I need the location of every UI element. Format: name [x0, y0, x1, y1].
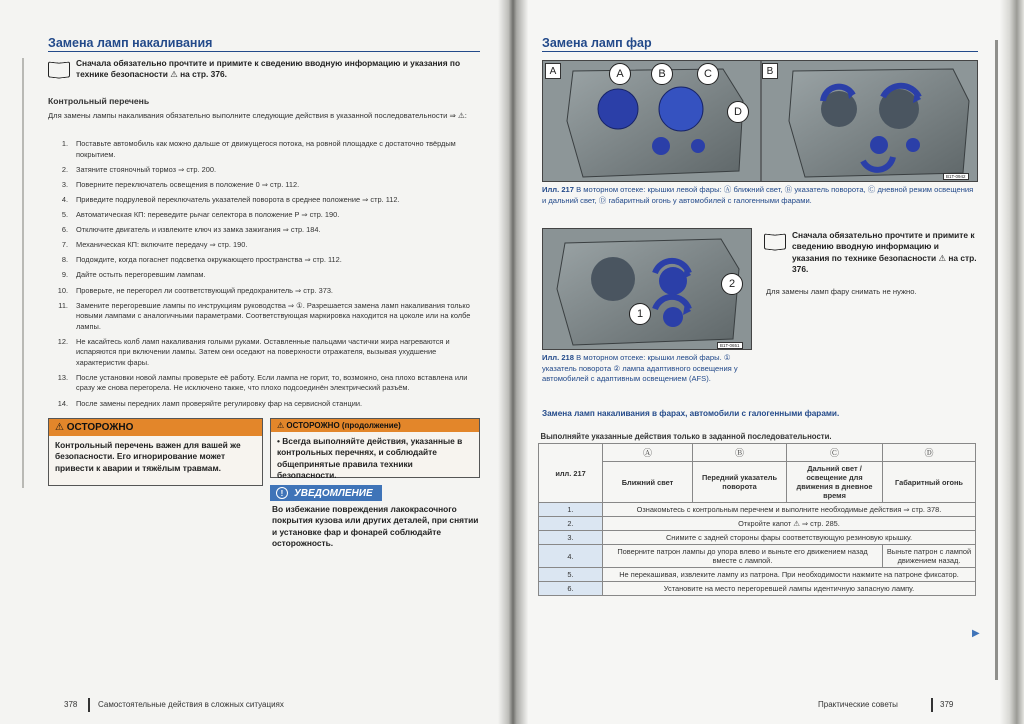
- step-text: Затяните стояночный тормоз ⇒ стр. 200.: [76, 164, 217, 174]
- right-page-title: Замена ламп фар: [542, 36, 652, 50]
- callout-b: B: [651, 63, 673, 85]
- right-footer-text: Практические советы: [818, 700, 898, 709]
- step-text: Поверните переключатель освещения в положение 0 ⇒ стр. 112.: [76, 179, 300, 189]
- checklist-step: [48, 399, 480, 410]
- table-header-parking-light: Габаритный огонь: [883, 462, 976, 503]
- step-number: 5.: [61, 209, 68, 219]
- row-text: Поверните патрон лампы до упора влево и выньте его движением назад вместе с лампой.: [603, 545, 883, 568]
- checklist-step: [48, 270, 480, 281]
- panel-a-label: A: [545, 63, 561, 79]
- step-text: Приведите подрулевой переключатель указателей поворота в среднее положение ⇒ стр. 112.: [76, 194, 400, 204]
- callout-c: C: [697, 63, 719, 85]
- book-edge: [1000, 0, 1024, 724]
- checklist-step: [48, 337, 480, 369]
- table-row: [539, 582, 976, 596]
- table-letter-b: Ⓑ: [693, 444, 787, 462]
- checklist-step: [48, 210, 480, 221]
- continue-arrow-icon: ▶: [972, 628, 980, 639]
- checklist-step: [48, 195, 480, 206]
- table-row: [539, 531, 976, 545]
- step-text: Автоматическая КП: переведите рычаг селектора в положение P ⇒ стр. 190.: [76, 209, 340, 219]
- figure-218-label: Илл. 218: [542, 353, 574, 362]
- table-header-high-beam: Дальний свет / освещение для движения в дневное время: [787, 462, 883, 503]
- step-text: Проверьте, не перегорел ли соответствующий предохранитель ⇒ стр. 373.: [76, 285, 333, 295]
- caution-head: ⚠ ОСТОРОЖНО: [49, 419, 262, 436]
- figure-217: [542, 60, 978, 182]
- checklist-step: [48, 286, 480, 297]
- row-num: 1.: [539, 503, 603, 517]
- figure-217-code: B1T-0942: [943, 173, 969, 180]
- left-footer-text: Самостоятельные действия в сложных ситуациях: [98, 700, 284, 709]
- step-number: 6.: [61, 225, 68, 235]
- checklist-step: [48, 255, 480, 266]
- step-number: 3.: [61, 179, 68, 189]
- caution-continued-box: [270, 418, 480, 481]
- callout-a: A: [609, 63, 631, 85]
- caution-body: Контрольный перечень важен для вашей же безопасности. Его игнорирование может привести к аварии и тяжёлым травмам.: [55, 440, 241, 473]
- checklist-steps: [48, 139, 480, 414]
- caution-continued-head: ⚠ ОСТОРОЖНО (продолжение): [271, 419, 479, 432]
- table-title: Замена ламп накаливания в фарах, автомобили с галогенными фарами.: [542, 409, 840, 418]
- right-intro-text: Сначала обязательно прочтите и примите к сведению вводную информацию и указания по технике безопасности ⚠ на стр. 376.: [792, 230, 977, 275]
- panel-b-label: B: [762, 63, 778, 79]
- notice-head: [270, 485, 382, 501]
- book-gutter: [498, 0, 528, 724]
- right-page-number: 379: [940, 700, 954, 709]
- step-number: 13.: [57, 372, 68, 382]
- checklist-step: [48, 301, 480, 333]
- notice-body: Во избежание повреждения лакокрасочного покрытия кузова или других деталей, при снятии и установке фар и фонарей соблюдайте осторожность.: [272, 504, 479, 549]
- row-num: 5.: [539, 568, 603, 582]
- step-number: 2.: [61, 164, 68, 174]
- table-row: [539, 545, 976, 568]
- row-text-extra: Выньте патрон с лампой движением назад.: [883, 545, 976, 568]
- edge-mark: [995, 40, 998, 680]
- table-letter-d: Ⓓ: [883, 444, 976, 462]
- table-header-low-beam: Ближний свет: [603, 462, 693, 503]
- step-text: Подождите, когда погаснет подсветка окружающего пространства ⇒ стр. 112.: [76, 255, 342, 265]
- caution-continued-body: • Всегда выполняйте действия, указанные в контрольных перечнях, и соблюдайте общепринятые правила техники безопасности.: [277, 436, 463, 481]
- checklist-step: [48, 139, 480, 160]
- figure-217-caption: [542, 185, 978, 206]
- footer-divider: [931, 698, 933, 712]
- step-number: 10.: [57, 285, 68, 295]
- exclamation-icon: !: [276, 487, 288, 499]
- table-header-turn-signal: Передний указатель поворота: [693, 462, 787, 503]
- figure-217-caption-text: В моторном отсеке: крышки левой фары: Ⓐ ближний свет, Ⓑ указатель поворота, Ⓒ дневной режим освещения и дальний свет, Ⓓ габаритный огонь у автомобилей с галогенными фарами.: [542, 185, 974, 205]
- left-intro-text: Сначала обязательно прочтите и примите к сведению вводную информацию и указания по технике безопасности ⚠ на стр. 376.: [76, 58, 461, 80]
- figure-218-caption: [542, 353, 752, 385]
- row-text: Не перекашивая, извлеките лампу из патрона. При необходимости нажмите на патроне фиксатор.: [603, 568, 976, 582]
- checklist-step: [48, 165, 480, 176]
- callout-1: 1: [629, 303, 651, 325]
- table-fig-label: илл. 217: [539, 444, 603, 503]
- book-icon: [764, 232, 786, 250]
- right-title-rule: [542, 51, 978, 52]
- book-icon: [48, 60, 70, 78]
- row-num: 2.: [539, 517, 603, 531]
- step-number: 14.: [57, 398, 68, 408]
- table-letter-c: Ⓒ: [787, 444, 883, 462]
- step-text: Поставьте автомобиль как можно дальше от движущегося потока, на ровной площадке с достаточно твёрдым покрытием.: [76, 139, 456, 159]
- callout-d: D: [727, 101, 749, 123]
- step-text: Замените перегоревшие лампы по инструкциям руководства ⇒ ①. Разрешается замена ламп накаливания только новыми лампами с аналогичными параметрами. Соответствующая маркировка находится на цоколе или на колбе лампы.: [76, 300, 471, 331]
- right-note: Для замены ламп фару снимать не нужно.: [766, 287, 917, 296]
- checklist-step: [48, 225, 480, 236]
- margin-mark: [22, 58, 24, 488]
- footer-divider: [88, 698, 90, 712]
- step-number: 4.: [61, 194, 68, 204]
- step-text: После установки новой лампы проверьте её работу. Если лампа не горит, то, возможно, она плохо вставлена или сразу же снова перегорела. Не исключено также, что плохо подсоединён электрический разъём.: [76, 372, 468, 393]
- step-text: Не касайтесь колб ламп накаливания голыми руками. Оставленные пальцами частички жира нагреваются и испаряются при включении лампы. Затем они оседают на поверхности отражателя, вызывая ухудшение характеристик фары.: [76, 336, 450, 367]
- table-row: [539, 568, 976, 582]
- table-row: [539, 503, 976, 517]
- lamp-replacement-table: [538, 430, 976, 596]
- checklist-heading: Контрольный перечень: [48, 96, 150, 106]
- step-number: 12.: [57, 336, 68, 346]
- step-number: 7.: [61, 240, 68, 250]
- step-number: 1.: [61, 139, 68, 148]
- figure-218-code: B1T-0651: [717, 342, 743, 349]
- step-text: Механическая КП: включите передачу ⇒ стр. 190.: [76, 240, 248, 250]
- left-title-rule: [48, 51, 480, 52]
- notice-title: УВЕДОМЛЕНИЕ: [294, 487, 373, 499]
- row-num: 3.: [539, 531, 603, 545]
- left-page-title: Замена ламп накаливания: [48, 36, 213, 50]
- caution-box: [48, 418, 263, 486]
- row-text: Установите на место перегоревшей лампы идентичную запасную лампу.: [603, 582, 976, 596]
- checklist-intro: Для замены лампы накаливания обязательно выполните следующие действия в указанной последовательности ⇒ ⚠:: [48, 111, 467, 120]
- step-number: 8.: [61, 255, 68, 265]
- table-letter-a: Ⓐ: [603, 444, 693, 462]
- table-row: [539, 517, 976, 531]
- left-page-number: 378: [64, 700, 78, 709]
- figure-218-caption-text: В моторном отсеке: крышки левой фары. ① указатель поворота ② лампа адаптивного освещения у автомобилей с адаптивным освещением (AFS).: [542, 353, 738, 384]
- row-text: Откройте капот ⚠ ⇒ стр. 285.: [603, 517, 976, 531]
- headlight-photo: [543, 61, 978, 182]
- row-num: 6.: [539, 582, 603, 596]
- headlight-photo-2: [543, 229, 752, 350]
- step-number: 9.: [61, 270, 68, 280]
- callout-2: 2: [721, 273, 743, 295]
- table-instruction: Выполняйте указанные действия только в заданной последовательности.: [539, 430, 976, 444]
- step-number: 11.: [58, 300, 68, 310]
- figure-218: [542, 228, 752, 350]
- checklist-step: [48, 240, 480, 251]
- left-intro-box: [48, 58, 478, 81]
- step-text: После замены передних ламп проверяйте регулировку фар на сервисной станции.: [76, 398, 363, 408]
- row-num: 4.: [539, 545, 603, 568]
- row-text: Снимите с задней стороны фары соответствующую резиновую крышку.: [603, 531, 976, 545]
- step-text: Дайте остыть перегоревшим лампам.: [76, 270, 206, 280]
- right-intro-box: [764, 230, 978, 275]
- step-text: Отключите двигатель и извлеките ключ из замка зажигания ⇒ стр. 184.: [76, 225, 321, 235]
- checklist-step: [48, 180, 480, 191]
- checklist-step: [48, 373, 480, 394]
- figure-217-label: Илл. 217: [542, 185, 574, 194]
- row-text: Ознакомьтесь с контрольным перечнем и выполните необходимые действия ⇒ стр. 378.: [603, 503, 976, 517]
